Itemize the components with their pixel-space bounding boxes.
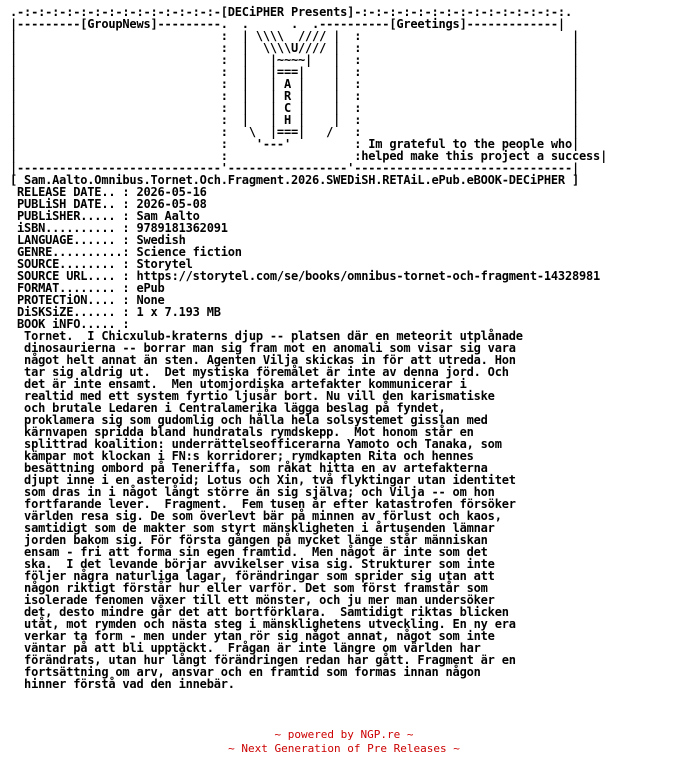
footer-tagline: ~ Next Generation of Pre Releases ~ (228, 742, 460, 755)
book-description: Tornet. I Chicxulub-kraterns djup -- platsen där en meteorit utplånade dinosaurierna -- borrar man sig fram mot en anomali som visar sig vara något helt annat än sten. Agenten Vilja skickas in för att utreda. Hon tar sig aldrig ut. Det mystiska föremålet är inte av denna jord. Och det är inte ensamt. Men utomjordiska artefakter kommunicerar i realtid med ett system fyrtio ljusår bort. Nu vill den karismatiske och brutale Ledaren i Centralamerika lägga beslag på fyndet, proklamera sig som gudomlig och hålla hela solsystemet gisslan med kärnvapen spridda bland hundratals rymdskepp. Mot honom står en splittrad koalition: underrättelseofficerarna Yamoto och Tanaka, som kämpar mot klockan i FN:s korridorer; rymdkapten Rita och hennes besättning ombord på Teneriffa, som råkat hitta en av artefakterna djupt inne i en asteroid; Lotus och Xin, två flyktingar utan identitet som dras in i något långt större än sig själva; och Vilja -- om hon fortfarande lever. Fragment. Fem tusen år efter katastrofen försöker världen resa sig. De som överlevt bär på minnen av förlust och kaos, samtidigt som de makter som styrt mänskligheten i årtusenden lämnar jorden bakom sig. För första gången på mycket länge står människan ensam - fri att forma sin egen framtid. Men något är inte som det ska. I det levande börjar avvikelser visa sig. Strukturer som inte följer några naturliga lagar, förändringar som sprider sig utan att någon riktigt förstår hur eller varför. Det som först framstår som isolerade fenomen växer till ett mönster, och ju mer man undersöker det, desto mindre går det att bortförklara. Samtidigt riktas blicken utåt, mot rymden och nästa steg i mänsklighetens utveckling. En ny era verkar ta form - men under ytan rör sig något annat, något som inte väntar på att bli upptäckt. Frågan är inte längre om världen har förändrats, utan hur långt förändringen redan har gått. Fragment är en fortsättning om arv, ansvar och en framtid som formas innan någon hinner förstå vad den innebär. (24, 329, 523, 691)
nfo-text (10, 6, 607, 690)
footer-powered-by: ~ powered by NGP.re ~ (274, 728, 414, 741)
release-info: RELEASE DATE.. : 2026-05-16 PUBLiSH DATE.. : 2026-05-08 PUBLiSHER..... : Sam Aalto iSBN.......... : 9789181362091 LANGUAGE...... : Swedish GENRE..........: Science fiction SOURCE........ : Storytel SOURCE URL.... : https://storytel.com/se/books/omnibus-tornet-och-fragment-14328981 FORMAT........ : ePub PROTECTiON.... : None DiSKSiZE...... : 1 x 7.193 MB BOOK iNFO..... : (17, 185, 601, 331)
release-name: [ Sam.Aalto.Omnibus.Tornet.Och.Fragment.2026.SWEDiSH.RETAiL.ePub.eBOOK-DECiPHER ] (10, 173, 579, 187)
nfo-header-art: .-:-:-:-:-:-:-:-:-:-:-:-:-:-:-[DECiPHER Presents]-:-:-:-:-:-:-:-:-:-:-:-:-:-:-:. |---------[GroupNews]---------. . . .----------[Greetings]-------------| | : | \\\\ //// | : | | : | \\\\U//// | : | | : | |~~~~| | : | | : | |===| | : | | : | | A | | : | | : | | R | | : | | : | | C | | : | | : | | H | | : | | : \ |===| / : | | : '---' : Im grateful to the people who| | : :helped make this project a success| |-----------------------------'-----------------'-------------------------------| (10, 5, 608, 175)
